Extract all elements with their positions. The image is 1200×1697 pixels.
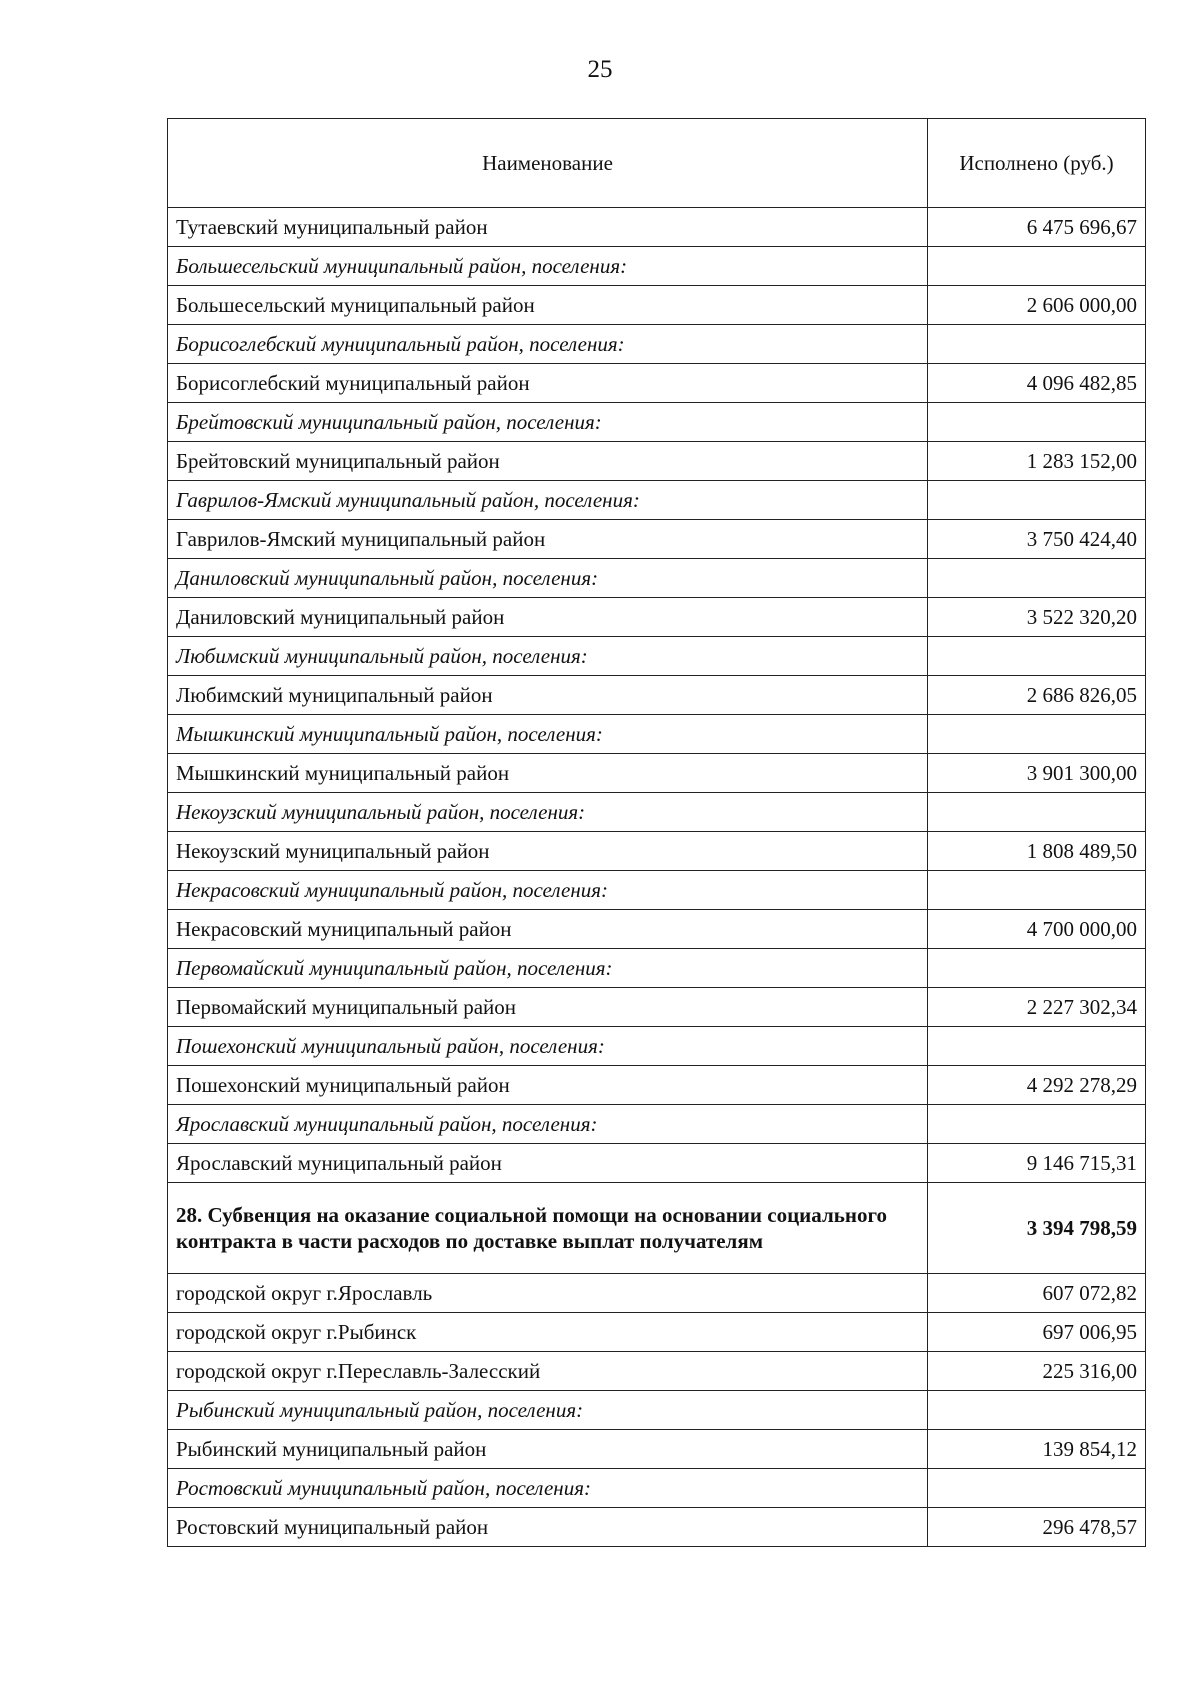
row-name: городской округ г.Рыбинск [168, 1313, 928, 1352]
row-name: Пошехонский муниципальный район [168, 1066, 928, 1105]
row-name: Мышкинский муниципальный район [168, 754, 928, 793]
row-name: городской округ г.Ярославль [168, 1274, 928, 1313]
row-value: 3 394 798,59 [928, 1183, 1146, 1274]
table-section-row [168, 949, 1146, 988]
row-value: 296 478,57 [928, 1508, 1146, 1547]
row-name: Даниловский муниципальный район, поселения: [168, 559, 928, 598]
row-value: 2 227 302,34 [928, 988, 1146, 1027]
row-name: Борисоглебский муниципальный район [168, 364, 928, 403]
row-value [928, 559, 1146, 598]
row-name: Мышкинский муниципальный район, поселения: [168, 715, 928, 754]
row-name: Ярославский муниципальный район, поселения: [168, 1105, 928, 1144]
row-name: Ярославский муниципальный район [168, 1144, 928, 1183]
table-section-row [168, 481, 1146, 520]
row-value: 1 808 489,50 [928, 832, 1146, 871]
row-value: 4 700 000,00 [928, 910, 1146, 949]
row-name: Любимский муниципальный район [168, 676, 928, 715]
row-value [928, 325, 1146, 364]
row-value: 2 606 000,00 [928, 286, 1146, 325]
row-name: Ростовский муниципальный район, поселения: [168, 1469, 928, 1508]
table-row [168, 286, 1146, 325]
row-value [928, 481, 1146, 520]
column-header-executed: Исполнено (руб.) [928, 119, 1146, 208]
table-row [168, 1352, 1146, 1391]
row-name: Первомайский муниципальный район [168, 988, 928, 1027]
table-row [168, 208, 1146, 247]
table-row [168, 988, 1146, 1027]
row-value [928, 715, 1146, 754]
row-name: Некоузский муниципальный район, поселения: [168, 793, 928, 832]
row-value [928, 949, 1146, 988]
row-value: 6 475 696,67 [928, 208, 1146, 247]
row-name: Даниловский муниципальный район [168, 598, 928, 637]
table-section-row [168, 1391, 1146, 1430]
table-section-row [168, 559, 1146, 598]
row-value: 4 096 482,85 [928, 364, 1146, 403]
row-value [928, 793, 1146, 832]
table-section-row [168, 1469, 1146, 1508]
table-section-row [168, 637, 1146, 676]
row-name: Некоузский муниципальный район [168, 832, 928, 871]
row-value [928, 1469, 1146, 1508]
table-section-row [168, 715, 1146, 754]
table-row [168, 520, 1146, 559]
table-section-row [168, 247, 1146, 286]
table-row [168, 754, 1146, 793]
table-section-row [168, 1105, 1146, 1144]
table-section-row [168, 793, 1146, 832]
table-row [168, 598, 1146, 637]
row-value: 607 072,82 [928, 1274, 1146, 1313]
table-row [168, 1508, 1146, 1547]
row-value [928, 637, 1146, 676]
table-section-row [168, 871, 1146, 910]
table-row [168, 910, 1146, 949]
table-row [168, 364, 1146, 403]
row-value: 225 316,00 [928, 1352, 1146, 1391]
table-row [168, 1313, 1146, 1352]
row-value: 4 292 278,29 [928, 1066, 1146, 1105]
row-name: Большесельский муниципальный район, поселения: [168, 247, 928, 286]
row-value [928, 403, 1146, 442]
row-value [928, 871, 1146, 910]
row-name: городской округ г.Переславль-Залесский [168, 1352, 928, 1391]
table-row [168, 1430, 1146, 1469]
table-row [168, 1144, 1146, 1183]
row-name: Первомайский муниципальный район, поселения: [168, 949, 928, 988]
table-row [168, 442, 1146, 481]
row-name: Гаврилов-Ямский муниципальный район [168, 520, 928, 559]
row-value: 9 146 715,31 [928, 1144, 1146, 1183]
table-section-row [168, 1027, 1146, 1066]
row-name: Пошехонский муниципальный район, поселения: [168, 1027, 928, 1066]
column-header-name: Наименование [168, 119, 928, 208]
row-value: 3 750 424,40 [928, 520, 1146, 559]
table-total-row [168, 1183, 1146, 1274]
row-value: 3 522 320,20 [928, 598, 1146, 637]
table-row [168, 676, 1146, 715]
row-name: Рыбинский муниципальный район [168, 1430, 928, 1469]
table-row [168, 1066, 1146, 1105]
row-name: Брейтовский муниципальный район, поселения: [168, 403, 928, 442]
table-section-row [168, 403, 1146, 442]
row-name: Брейтовский муниципальный район [168, 442, 928, 481]
row-name: Любимский муниципальный район, поселения: [168, 637, 928, 676]
budget-table [167, 118, 1146, 1547]
row-value [928, 1391, 1146, 1430]
page-number: 25 [587, 56, 613, 83]
row-name: Рыбинский муниципальный район, поселения: [168, 1391, 928, 1430]
table-row [168, 1274, 1146, 1313]
row-value [928, 1105, 1146, 1144]
row-value: 697 006,95 [928, 1313, 1146, 1352]
row-name: Большесельский муниципальный район [168, 286, 928, 325]
row-name: Ростовский муниципальный район [168, 1508, 928, 1547]
row-value [928, 1027, 1146, 1066]
row-value: 139 854,12 [928, 1430, 1146, 1469]
row-value: 3 901 300,00 [928, 754, 1146, 793]
table-row [168, 832, 1146, 871]
row-value [928, 247, 1146, 286]
row-name: 28. Субвенция на оказание социальной помощи на основании социального контракта в части расходов по доставке выплат получателям [168, 1183, 928, 1274]
table-header-row [168, 119, 1146, 208]
row-name: Некрасовский муниципальный район, поселения: [168, 871, 928, 910]
row-name: Гаврилов-Ямский муниципальный район, поселения: [168, 481, 928, 520]
row-name: Тутаевский муниципальный район [168, 208, 928, 247]
table-section-row [168, 325, 1146, 364]
row-name: Некрасовский муниципальный район [168, 910, 928, 949]
row-name: Борисоглебский муниципальный район, поселения: [168, 325, 928, 364]
row-value: 1 283 152,00 [928, 442, 1146, 481]
row-value: 2 686 826,05 [928, 676, 1146, 715]
